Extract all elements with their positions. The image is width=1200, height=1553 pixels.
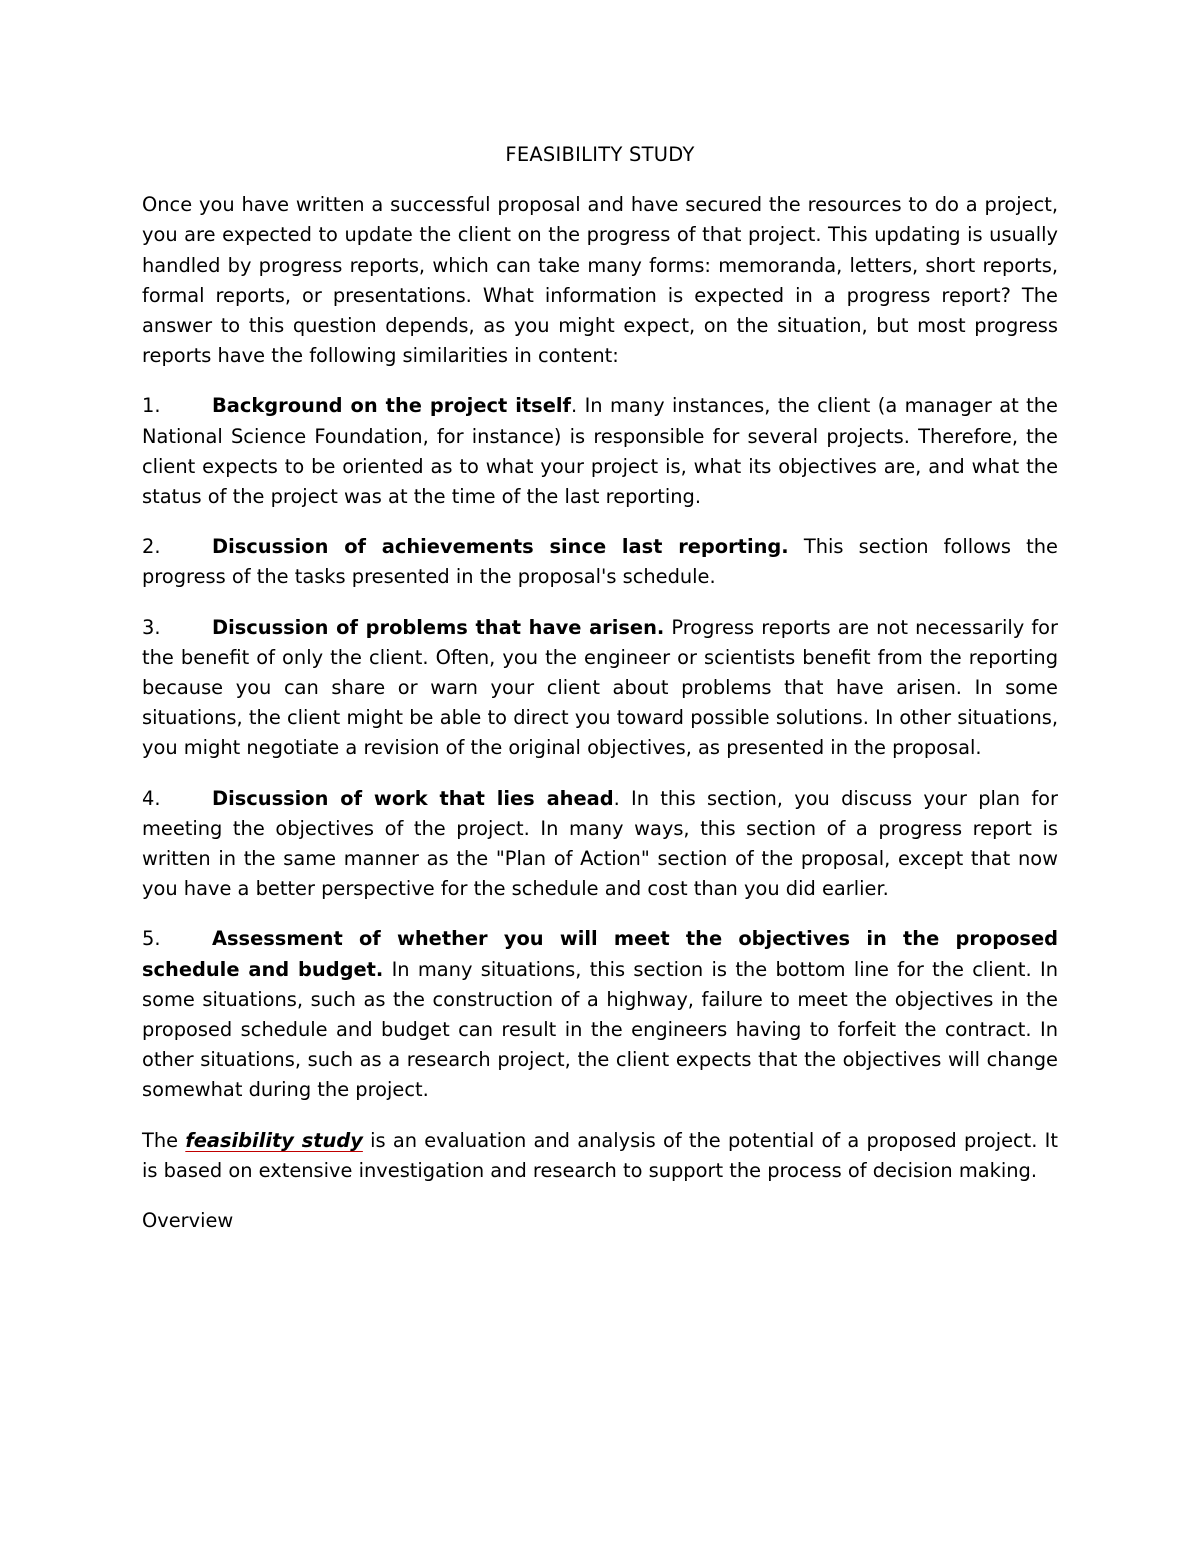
list-item-1 bbox=[142, 391, 1058, 512]
item-number: 3. bbox=[142, 615, 161, 639]
defined-term: feasibility study bbox=[185, 1128, 363, 1152]
item-heading: Background on the project itself bbox=[212, 394, 571, 418]
item-body: . In this section, you discuss your plan for meeting the objectives of the project. In many ways, this section of a progress report is written in the same manner as the "Plan of Action" section of the proposal, except that now you have a better perspective for the schedule and cost than you did earlier. bbox=[142, 786, 1058, 901]
list-item-2 bbox=[142, 532, 1058, 592]
item-body: Progress reports are not necessarily for the benefit of only the client. Often, you the engineer or scientists benefit from the reporting because you can share or warn your client about problems that have arisen. In some situations, the client might be able to direct you toward possible solutions. In other situations, you might negotiate a revision of the original objectives, as presented in the proposal. bbox=[142, 615, 1058, 760]
item-number: 2. bbox=[142, 535, 161, 559]
item-heading: Discussion of problems that have arisen. bbox=[212, 615, 665, 639]
overview-heading: Overview bbox=[142, 1209, 234, 1233]
definition-paragraph bbox=[142, 1126, 1058, 1186]
definition-lead: The bbox=[142, 1128, 186, 1152]
item-heading: Assessment of whether you will meet the objectives in the proposed schedule and budget. bbox=[142, 927, 1058, 981]
item-body: In many situations, this section is the bottom line for the client. In some situations, such as the construction of a highway, failure to meet the objectives in the proposed schedule and budget can result in the engineers having to forfeit the contract. In other situations, such as a research project, the client expects that the objectives will change somewhat during the project. bbox=[142, 957, 1058, 1102]
item-number: 5. bbox=[142, 927, 161, 951]
item-heading: Discussion of work that lies ahead bbox=[212, 786, 614, 810]
item-number: 1. bbox=[142, 394, 161, 418]
definition-text: is an evaluation and analysis of the potential of a proposed project. It is based on extensive investigation and research to support the process of decision making. bbox=[142, 1128, 1059, 1182]
item-number: 4. bbox=[142, 786, 161, 810]
document-page bbox=[142, 140, 1058, 1236]
item-heading: Discussion of achievements since last reporting. bbox=[212, 535, 789, 559]
list-item-3 bbox=[142, 613, 1058, 764]
list-item-4 bbox=[142, 784, 1058, 905]
intro-paragraph: Once you have written a successful proposal and have secured the resources to do a project, you are expected to update the client on the progress of that project. This updating is usually handled by progress reports, which can take many forms: memoranda, letters, short reports, formal reports, or presentations. What information is expected in a progress report? The answer to this question depends, as you might expect, on the situation, but most progress reports have the following similarities in content: bbox=[142, 193, 1058, 368]
item-body: . In many instances, the client (a manager at the National Science Foundation, for instance) is responsible for several projects. Therefore, the client expects to be oriented as to what your project is, what its objectives are, and what the status of the project was at the time of the last reporting. bbox=[142, 394, 1058, 509]
document-title: FEASIBILITY STUDY bbox=[505, 143, 695, 166]
list-item-5 bbox=[142, 924, 1058, 1105]
item-body: This section follows the progress of the tasks presented in the proposal's schedule. bbox=[142, 535, 1058, 589]
